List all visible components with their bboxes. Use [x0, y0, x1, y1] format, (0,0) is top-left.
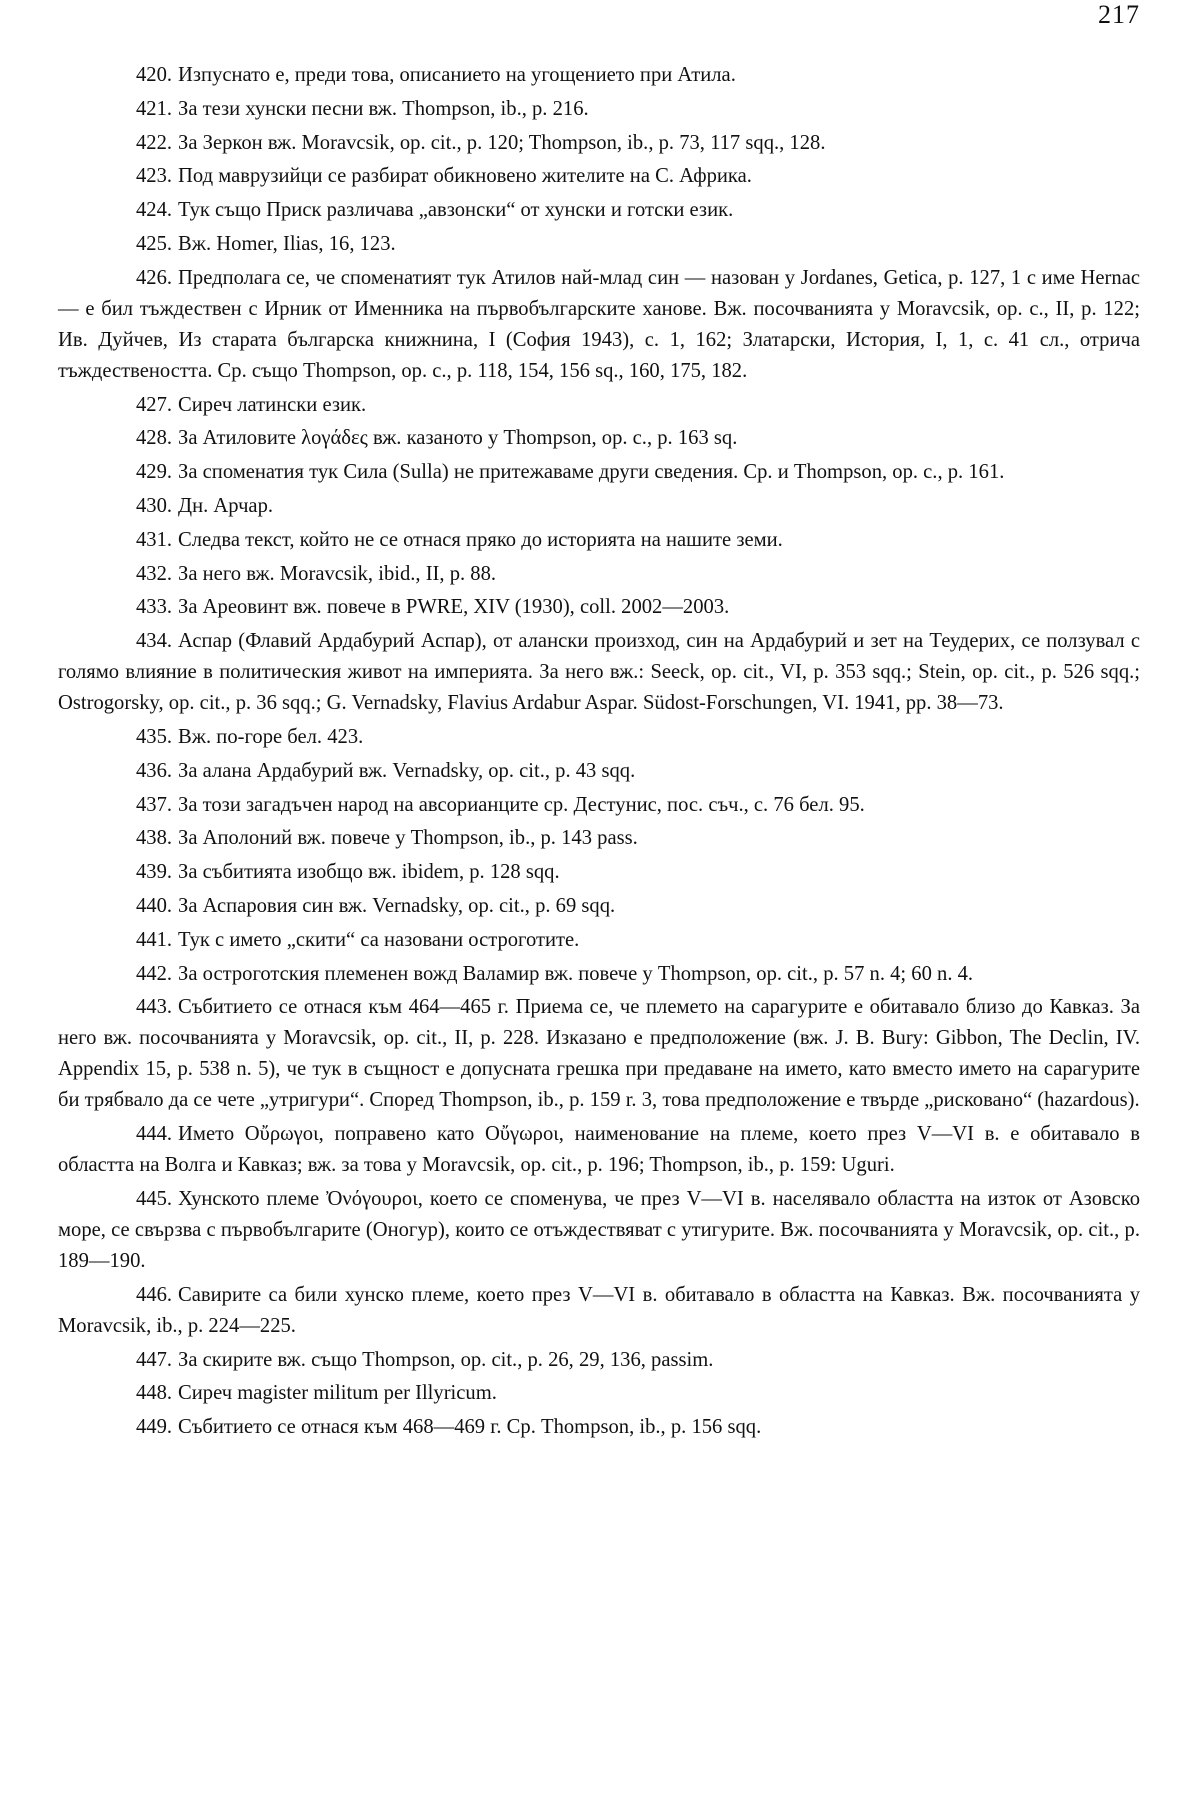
footnote-text: За Зеркон вж. Moravcsik, op. cit., p. 120; Thompson, ib., p. 73, 117 sqq., 128. — [178, 131, 826, 154]
footnote — [58, 857, 1140, 888]
footnote — [58, 722, 1140, 753]
footnote-text: За Ареовинт вж. повече в PWRE, XIV (1930), coll. 2002—2003. — [178, 596, 730, 619]
footnote-text: Следва текст, който не се отнася пряко до историята на нашите земи. — [178, 528, 783, 551]
footnote — [58, 1280, 1140, 1342]
footnote — [58, 559, 1140, 590]
footnote — [58, 491, 1140, 522]
footnote-text: Предполага се, че споменатият тук Атилов най-млад син — назован у Jordanes, Getica, p. 127, 1 с име Hernac — е бил тъждествен с Ирник от Именника на първобългарските ханове. Вж. посочванията у Moravcsik, op. c., II, p. 122; Ив. Дуйчев, Из старата българска книжнина, I (София 1943), с. 1, 162; Златарски, История, I, 1, с. 41 сл., отрича тъждествеността. Ср. също Thompson, op. c., p. 118, 154, 156 sq., 160, 175, 182. — [58, 266, 1140, 382]
footnote-number: 431. — [136, 528, 173, 551]
footnote-number: 449. — [136, 1416, 173, 1439]
footnote-number: 434. — [136, 630, 173, 653]
page-number: 217 — [1098, 0, 1140, 29]
footnote-number: 433. — [136, 596, 173, 619]
footnote-number: 438. — [136, 827, 173, 850]
footnote-text: За Аполоний вж. повече у Thompson, ib., p. 143 pass. — [178, 827, 638, 850]
footnote — [58, 992, 1140, 1116]
footnote — [58, 195, 1140, 226]
footnote-number: 448. — [136, 1382, 173, 1405]
footnote — [58, 60, 1140, 91]
footnote-number: 442. — [136, 962, 173, 985]
footnote — [58, 959, 1140, 990]
footnote — [58, 525, 1140, 556]
footnote-number: 425. — [136, 232, 173, 255]
footnote-text: За Атиловите λογάδες вж. казаното у Thompson, op. c., p. 163 sq. — [178, 427, 738, 450]
footnote — [58, 790, 1140, 821]
footnote-text: Дн. Арчар. — [178, 494, 274, 517]
footnote — [58, 457, 1140, 488]
footnote-number: 430. — [136, 494, 173, 517]
footnote-number: 429. — [136, 461, 173, 484]
footnote-number: 447. — [136, 1348, 173, 1371]
footnote — [58, 1345, 1140, 1376]
footnote — [58, 1378, 1140, 1409]
footnote-text: Сиреч латински език. — [178, 393, 367, 416]
footnote-number: 423. — [136, 165, 173, 188]
footnote-number: 421. — [136, 97, 173, 120]
footnote-text: За събитията изобщо вж. ibidem, p. 128 sqq. — [178, 861, 560, 884]
footnote-text: За този загадъчен народ на авсорианците ср. Дестунис, пос. съч., с. 76 бел. 95. — [178, 793, 865, 816]
footnote-text: Аспар (Флавий Ардабурий Аспар), от алански произход, син на Ардабурий и зет на Теудерих, се ползувал с голямо влияние в политическия живот на империята. За него вж.: Seeck, op. cit., VI, p. 353 sqq.; Stein, op. cit., p. 526 sqq.; Ostrogorsky, op. cit., p. 36 sqq.; G. Vernadsky, Flavius Ardabur Aspar. Südost-Forschungen, VI. 1941, pp. 38—73. — [58, 630, 1140, 715]
footnote — [58, 263, 1140, 387]
footnote — [58, 592, 1140, 623]
footnote-text: Тук също Приск различава „авзонски“ от хунски и готски език. — [178, 199, 734, 222]
footnote — [58, 423, 1140, 454]
footnote-number: 422. — [136, 131, 173, 154]
footnote-text: Тук с името „скити“ са назовани остроготите. — [178, 928, 580, 951]
footnote-number: 435. — [136, 725, 173, 748]
footnote — [58, 94, 1140, 125]
footnote-text: Хунското племе Ὀνόγουροι, което се споменува, че през V—VI в. населявало областта на изток от Азовско море, се свързва с първобългарите (Оногур), които се отъждествяват с утигурите. Вж. посочванията у Moravcsik, op. cit., p. 189—190. — [58, 1187, 1140, 1272]
footnote-number: 427. — [136, 393, 173, 416]
footnote-number: 432. — [136, 562, 173, 585]
footnote-number: 426. — [136, 266, 173, 289]
footnote-number: 441. — [136, 928, 173, 951]
footnote-text: Вж. Homer, Ilias, 16, 123. — [178, 232, 396, 255]
footnote-text: За Аспаровия син вж. Vernadsky, op. cit., p. 69 sqq. — [178, 894, 616, 917]
footnote-text: Събитието се отнася към 464—465 г. Приема се, че племето на сарагурите е обитавало близо до Кавказ. За него вж. посочванията у Moravcsik, op. cit., II, p. 228. Изказано е предположение (вж. J. B. Bury: Gibbon, The Declin, IV. Appendix 15, p. 538 n. 5), че тук в същност е допусната грешка при предаване на името, като вместо името на сарагурите би трябвало да се чете „утригури“. Според Thompson, ib., p. 159 r. 3, това предположение е твърде „рисковано“ (hazardous). — [58, 996, 1140, 1112]
footnote-number: 428. — [136, 427, 173, 450]
footnote-text: Събитието се отнася към 468—469 г. Ср. Thompson, ib., p. 156 sqq. — [178, 1416, 762, 1439]
footnote — [58, 390, 1140, 421]
footnote — [58, 229, 1140, 260]
footnote-number: 437. — [136, 793, 173, 816]
footnote-number: 444. — [136, 1123, 173, 1146]
footnote-text: За споменатия тук Сила (Sulla) не притежаваме други сведения. Ср. и Thompson, op. c., p. 161. — [178, 461, 1005, 484]
footnote — [58, 1119, 1140, 1181]
footnote — [58, 626, 1140, 719]
footnote-text: Под маврузийци се разбират обикновено жителите на С. Африка. — [178, 165, 752, 188]
footnote-text: За тези хунски песни вж. Thompson, ib., p. 216. — [178, 97, 589, 120]
footnote-text: За него вж. Moravcsik, ibid., II, p. 88. — [178, 562, 497, 585]
footnote-number: 436. — [136, 759, 173, 782]
footnote-text: Савирите са били хунско племе, което през V—VI в. обитавало в областта на Кавказ. Вж. посочванията у Moravcsik, ib., p. 224—225. — [58, 1283, 1140, 1337]
footnote — [58, 128, 1140, 159]
footnote — [58, 756, 1140, 787]
footnote — [58, 823, 1140, 854]
footnote-number: 446. — [136, 1283, 173, 1306]
footnote — [58, 1184, 1140, 1277]
footnote-number: 439. — [136, 861, 173, 884]
footnote — [58, 161, 1140, 192]
footnote-text: Вж. по-горе бел. 423. — [178, 725, 364, 748]
footnote-text: Сиреч magister militum per Illyricum. — [178, 1382, 497, 1405]
footnote-text: Името Οὔρωγοι, поправено като Οὔγωροι, наименование на племе, което през V—VI в. е обитавало в областта на Волга и Кавказ; вж. за това у Moravcsik, op. cit., p. 196; Thompson, ib., p. 159: Uguri. — [58, 1123, 1140, 1177]
footnote-text: Изпуснато е, преди това, описанието на угощението при Атила. — [178, 64, 736, 86]
footnote-number: 424. — [136, 199, 173, 222]
footnote — [58, 925, 1140, 956]
footnote-text: За остроготския племенен вожд Валамир вж. повече у Thompson, op. cit., p. 57 n. 4; 60 n. 4. — [178, 962, 974, 985]
footnote — [58, 1412, 1140, 1443]
footnote-number: 443. — [136, 996, 173, 1019]
footnote — [58, 891, 1140, 922]
footnote-text: За скирите вж. също Thompson, op. cit., p. 26, 29, 136, passim. — [178, 1348, 714, 1371]
footnote-number: 445. — [136, 1187, 173, 1210]
footnotes-list — [58, 60, 1140, 1446]
footnote-number: 420. — [136, 64, 173, 86]
footnote-text: За алана Ардабурий вж. Vernadsky, op. cit., p. 43 sqq. — [178, 759, 636, 782]
footnote-number: 440. — [136, 894, 173, 917]
